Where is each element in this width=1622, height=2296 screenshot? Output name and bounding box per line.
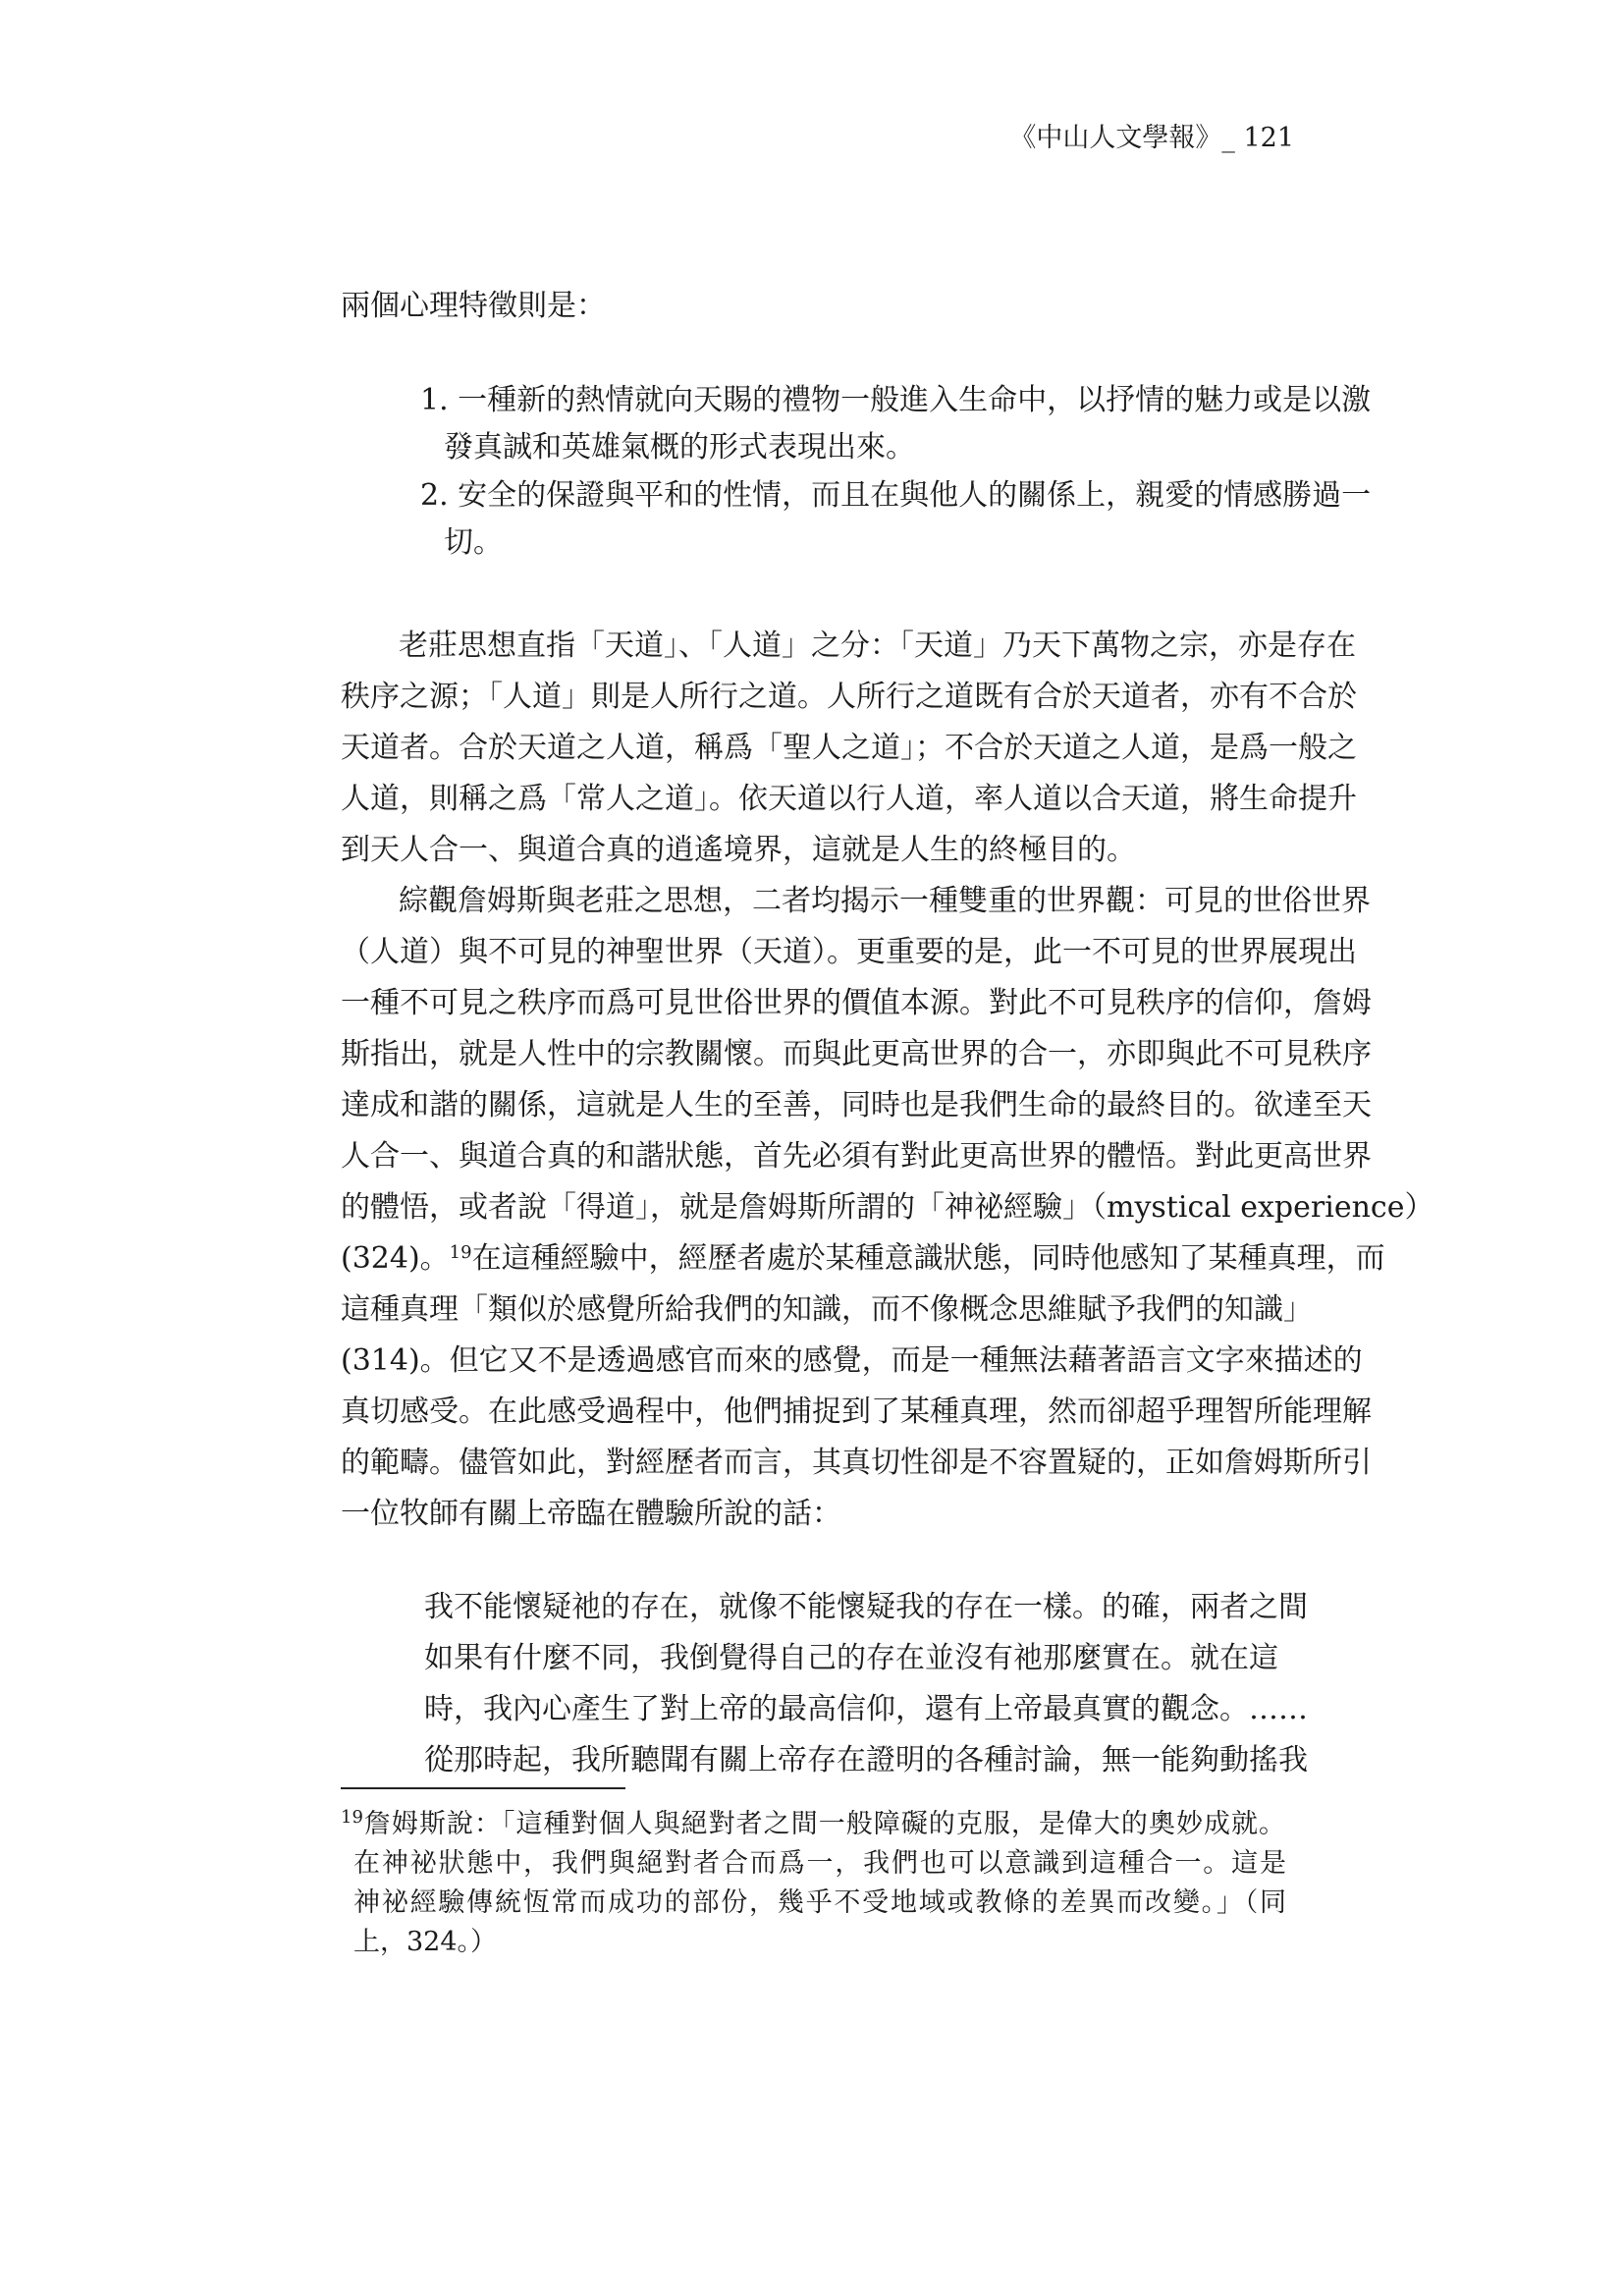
paragraph-line: 天道者。合於天道之人道，稱爲「聖人之道」；不合於天道之人道，是爲一般之	[341, 731, 1357, 765]
citation-text: (324)。	[341, 1241, 450, 1276]
paragraph-line: 人道，則稱之爲「常人之道」。依天道以行人道，率人道以合天道，將生命提升	[341, 782, 1357, 816]
paragraph-line: 真切感受。在此感受過程中，他們捕捉到了某種真理，然而卻超乎理智所能理解	[341, 1394, 1372, 1429]
paragraph-line: 達成和諧的關係，這就是人生的至善，同時也是我們生命的最終目的。欲達至天	[341, 1088, 1372, 1122]
list-item-1-line-2: 發真誠和英雄氣概的形式表現出來。	[444, 430, 915, 465]
paragraph-line: 這種真理「類似於感覺所給我們的知識，而不像概念思維賦予我們的知識」	[341, 1292, 1313, 1327]
paragraph-line: (314)。但它又不是透過感官而來的感覺，而是一種無法藉著語言文字來描述的	[341, 1343, 1363, 1378]
list-item-2-line-2: 切。	[444, 525, 503, 560]
paragraph-line: 老莊思想直指「天道」、「人道」之分：「天道」乃天下萬物之宗，亦是存在	[399, 629, 1356, 663]
paragraph-line: 一種不可見之秩序而爲可見世俗世界的價值本源。對此不可見秩序的信仰，詹姆	[341, 986, 1372, 1020]
paragraph-line: 的體悟，或者說「得道」，就是詹姆斯所謂的「神祕經驗」（mystical experience）	[341, 1190, 1434, 1225]
paragraph-line-with-footnote-ref	[341, 1233, 1385, 1285]
paragraph-line: （人道）與不可見的神聖世界（天道）。更重要的是，此一不可見的世界展現出	[341, 935, 1357, 969]
footnote-line: 神祕經驗傳統恆常而成功的部份，幾乎不受地域或教條的差異而改變。」（同	[353, 1887, 1286, 1918]
list-item-1-line-1: 1. 一種新的熱情就向天賜的禮物一般進入生命中，以抒情的魅力或是以激	[420, 383, 1372, 417]
footnote-divider	[341, 1787, 625, 1789]
quote-line: 時，我內心產生了對上帝的最高信仰，還有上帝最真實的觀念。……	[424, 1692, 1308, 1726]
intro-line: 兩個心理特徵則是：	[341, 289, 606, 323]
paragraph-line: 秩序之源；「人道」則是人所行之道。人所行之道既有合於天道者，亦有不合於	[341, 680, 1357, 714]
paragraph-line: 人合一、與道合真的和諧狀態，首先必須有對此更高世界的體悟。對此更高世界	[341, 1139, 1372, 1174]
footnote-number: 19	[341, 1807, 363, 1828]
paragraph-line: 的範疇。儘管如此，對經歷者而言，其真切性卻是不容置疑的，正如詹姆斯所引	[341, 1446, 1372, 1480]
paragraph-line: 綜觀詹姆斯與老莊之思想，二者均揭示一種雙重的世界觀：可見的世俗世界	[399, 884, 1371, 918]
footnote-text: 詹姆斯說：「這種對個人與絕對者之間一般障礙的克服，是偉大的奧妙成就。	[362, 1809, 1285, 1839]
paragraph-text: 在這種經驗中，經歷者處於某種意識狀態，同時他感知了某種真理，而	[471, 1241, 1385, 1276]
paragraph-line: 到天人合一、與道合真的逍遙境界，這就是人生的終極目的。	[341, 833, 1136, 867]
footnote-line: 上，324。）	[353, 1927, 498, 1957]
footnote-line	[341, 1805, 1285, 1844]
quote-line: 從那時起，我所聽聞有關上帝存在證明的各種討論，無一能夠動搖我	[424, 1743, 1308, 1777]
list-item-2-line-1: 2. 安全的保證與平和的性情，而且在與他人的關係上，親愛的情感勝過一	[420, 478, 1372, 513]
quote-line: 我不能懷疑祂的存在，就像不能懷疑我的存在一樣。的確，兩者之間	[424, 1590, 1308, 1624]
footnote-reference[interactable]: 19	[449, 1242, 472, 1263]
quote-line: 如果有什麼不同，我倒覺得自己的存在並沒有祂那麼實在。就在這	[424, 1641, 1278, 1675]
running-header: 《中山人文學報》_ 121	[1009, 123, 1294, 153]
paragraph-line: 斯指出，就是人性中的宗教關懷。而與此更高世界的合一，亦即與此不可見秩序	[341, 1037, 1372, 1071]
footnote-line: 在神祕狀態中，我們與絕對者合而爲一，我們也可以意識到這種合一。這是	[353, 1848, 1286, 1879]
paragraph-line: 一位牧師有關上帝臨在體驗所說的話：	[341, 1497, 841, 1531]
